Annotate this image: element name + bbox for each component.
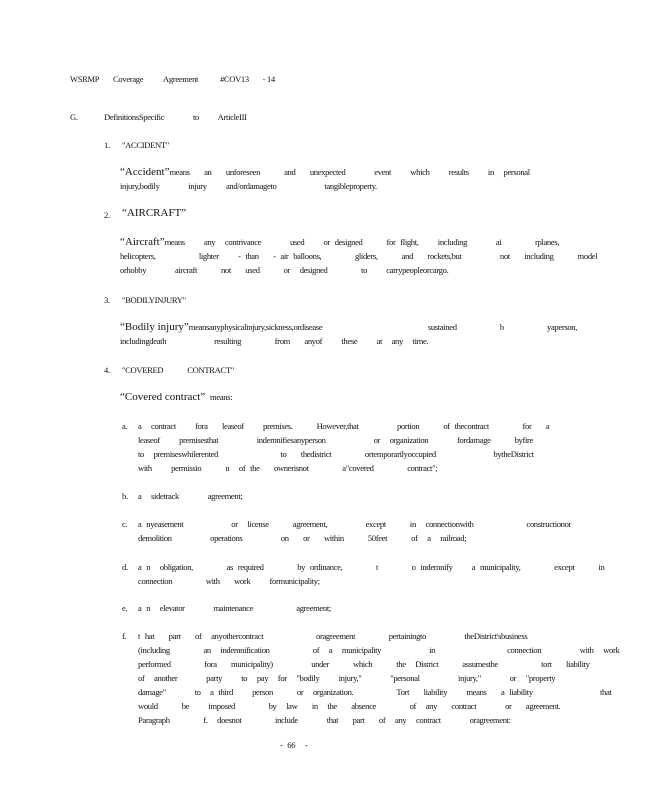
header-code: #COV13 [219, 74, 249, 84]
subitem-f-line-6: would be imposed by law in the absence of any contract or agreement. [138, 701, 561, 711]
item-1-line-1: means an unforeseen and unexpected event which results in personal [169, 167, 530, 177]
item-3-number: 3. [104, 295, 110, 305]
subitem-f-line-1: t hat part of anyothercontract oragreement pertainingto theDistrict'sbusiness [138, 631, 528, 641]
subitem-c-letter: c. [122, 519, 128, 529]
subitem-b-text [138, 489, 242, 503]
item-1-definition [120, 165, 530, 193]
item-3-line-1: meansanyphysicalinjury,sickness,ordisease sustained b yaperson, [188, 322, 578, 332]
item-2-line-1: means any contrivance used or designed for flight, including ai rplanes, [164, 237, 560, 247]
subitem-b-line-1: a sidetrack agreement; [138, 491, 243, 501]
subitem-a-line-4: with permissio n of the ownerisnot a"covered contract"; [138, 463, 438, 473]
subitem-d-text [138, 560, 604, 588]
subitem-f-letter: f. [122, 631, 127, 641]
item-2-line-2: helicopters, lighter - than - air balloons, gliders, and rockets,but not including model [120, 251, 598, 261]
subitem-f-line-4: of another party to pay for "bodily injury," "personal injury," or "property [138, 673, 556, 683]
subitem-f-line-3: performed fora municipality) under which the District assumesthe tort liability [138, 659, 590, 669]
item-1-line-2: injury,bodily injury and/ordamageto tangibleproperty. [120, 181, 377, 191]
subitem-a-text [138, 419, 549, 475]
subitem-a-line-3: to premiseswhilerented to thedistrict ortemporarilyoccupied bytheDistrict [138, 449, 534, 459]
item-2-definition [120, 235, 597, 277]
header-agreement: Agreement [163, 74, 199, 84]
subitem-c-text [138, 517, 571, 545]
subitem-f-line-5: damage" to a third person or organization. Tort liability means a liability that [138, 687, 612, 697]
item-1-heading: "ACCIDENT" [122, 140, 169, 150]
subitem-e-line-1: a n elevator maintenance agreement; [138, 603, 331, 613]
item-4-line-1: means: [210, 392, 233, 402]
subitem-c-line-1: a nyeasement or license agreement, except in connectionwith constructionor [138, 519, 572, 529]
subitem-a-line-1: a contract fora leaseof premises. However,that portion of thecontract for a [138, 421, 550, 431]
item-2-heading: “AIRCRAFT” [122, 207, 187, 219]
item-1-term: “Accident” [120, 166, 170, 178]
item-3-term: “Bodily injury” [120, 321, 189, 333]
subitem-a-letter: a. [122, 421, 128, 431]
header-org: WSRMP [70, 74, 100, 84]
item-4-term: “Covered contract” [120, 391, 206, 403]
item-3-line-2: includingdeath resulting from anyof these at any time. [120, 336, 429, 346]
subitem-e-letter: e. [122, 603, 128, 613]
subitem-d-line-1: a n obligation, as required by ordinance, t o indemnify a municipality, except in [138, 562, 605, 572]
item-4-definition [120, 390, 232, 404]
subitem-f-line-2: (including an indemnification of a municipality in connection with work [138, 645, 620, 655]
item-3-definition [120, 320, 577, 348]
subitem-f-text [138, 629, 619, 727]
item-2-term: “Aircraft” [120, 236, 165, 248]
page-number: - 66 - [280, 740, 308, 750]
section-title: DefinitionsSpecific to ArticleIII [104, 112, 247, 122]
item-4-heading: "COVERED CONTRACT" [122, 365, 234, 375]
subitem-b-letter: b. [122, 491, 128, 501]
subitem-e-text [138, 601, 331, 615]
subitem-f-line-7: Paragraph f. doesnot include that part of any contract oragreement: [138, 715, 511, 725]
item-2-line-3: orhobby aircraft not used or designed to carrypeopleorcargo. [120, 265, 449, 275]
subitem-a-line-2: leaseof premisesthat indemnifiesanyperson or organization fordamage byfire [138, 435, 534, 445]
item-2-number: 2. [104, 210, 110, 220]
header-dash: - 14 [262, 74, 275, 84]
subitem-c-line-2: demolition operations on or within 50feet of a railroad; [138, 533, 467, 543]
item-4-number: 4. [104, 365, 110, 375]
item-1-number: 1. [104, 140, 110, 150]
item-3-heading: "BODILYINJURY" [122, 295, 186, 305]
page-header [70, 74, 287, 84]
section-letter: G. [70, 112, 78, 122]
header-coverage: Coverage [113, 74, 144, 84]
subitem-d-letter: d. [122, 562, 128, 572]
subitem-d-line-2: connection with work formunicipality; [138, 576, 320, 586]
